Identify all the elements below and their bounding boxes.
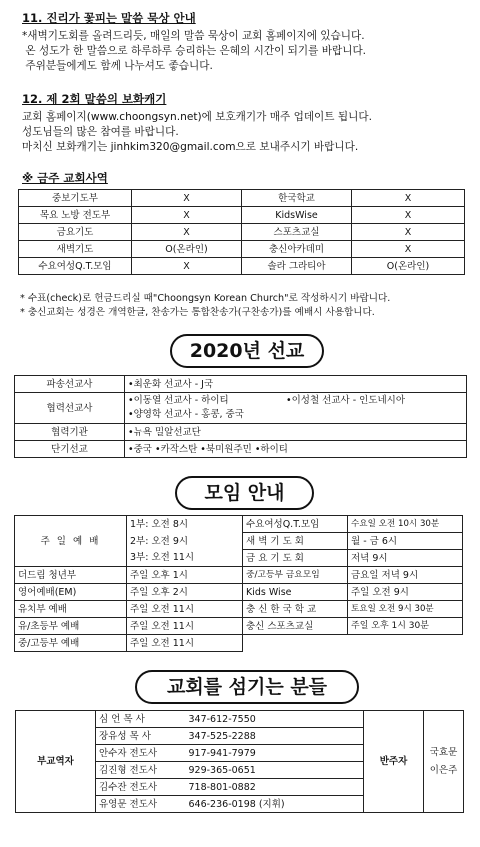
meeting-name: 충 신 한 국 학 교	[243, 601, 348, 618]
meeting-time: 월 - 금 6시	[348, 533, 463, 550]
mission-entry: •양영학 선교사 - 홍콩, 중국	[128, 409, 244, 420]
staff-phone: 929-365-0651	[186, 762, 364, 779]
meeting-name: 수요여성Q.T.모임	[243, 516, 348, 533]
ministry-status: O(온라인)	[352, 258, 465, 275]
ministry-status: O(온라인)	[132, 241, 242, 258]
meeting-name: 충신 스포츠교실	[243, 618, 348, 635]
ministry-name: 수요여성Q.T.모임	[19, 258, 132, 275]
ministry-status: X	[352, 241, 465, 258]
mission-entry: •이성철 선교사 - 인도네시아	[286, 395, 406, 406]
mission-label: 협력기관	[15, 424, 125, 441]
table-row	[15, 618, 463, 635]
ministries-table	[18, 189, 465, 275]
table-row	[15, 393, 467, 424]
accompanist-name: 이은주	[429, 764, 458, 776]
meeting-time: 저녁 9시	[348, 550, 463, 567]
staff-name: 안수자 전도사	[96, 745, 186, 762]
table-row	[16, 711, 464, 728]
sunday-service-label: 주 일 예 배	[15, 516, 127, 567]
staff-phone: 347-525-2288	[186, 728, 364, 745]
meditation-line: 주위분들에게도 함께 나누셔도 좋습니다.	[22, 60, 213, 72]
sunday-time: 1부: 오전 8시	[127, 516, 243, 533]
staff-phone: 917-941-7979	[186, 745, 364, 762]
staff-name: 심 언 목 사	[96, 711, 186, 728]
empty-cell	[243, 635, 348, 652]
mission-label: 협력선교사	[15, 393, 125, 424]
staff-group-label: 부교역자	[16, 711, 96, 813]
meeting-time: 수요일 오전 10시 30분	[348, 516, 463, 533]
meeting-time: 주일 오전 9시	[348, 584, 463, 601]
meeting-time: 금요일 저녁 9시	[348, 567, 463, 584]
table-row	[19, 224, 465, 241]
meeting-time: 주일 오후 2시	[127, 584, 243, 601]
mission-entry: •중국 •카작스탄 •북미원주민 •하이티	[125, 441, 467, 458]
mission-entry: •이동열 선교사 - 하이티	[128, 395, 229, 406]
meetings-title: 모임 안내	[175, 476, 314, 510]
mission-entry-group	[125, 393, 467, 424]
table-row	[15, 376, 467, 393]
staff-phone: 718-801-0882	[186, 779, 364, 796]
staff-name: 김진형 전도사	[96, 762, 186, 779]
ministries-notes	[20, 292, 390, 320]
ministry-name: 솔라 그라티아	[242, 258, 352, 275]
table-row	[15, 516, 463, 533]
table-row	[15, 441, 467, 458]
replay-title: 12. 제 2회 말씀의 보화캐기	[22, 92, 167, 106]
meeting-name: 유치부 예배	[15, 601, 127, 618]
replay-line: 성도님들의 많은 참여를 바랍니다.	[22, 126, 179, 138]
empty-cell	[348, 635, 463, 652]
table-row	[19, 241, 465, 258]
table-row	[15, 584, 463, 601]
staff-phone: 646-236-0198 (지휘)	[186, 796, 364, 813]
meeting-time: 주일 오후 1시	[127, 567, 243, 584]
mission-label: 파송선교사	[15, 376, 125, 393]
ministry-status: X	[132, 258, 242, 275]
meeting-time: 주일 오전 11시	[127, 635, 243, 652]
meditation-line: *새벽기도회를 올려드리듯, 매일의 말씀 묵상이 교회 홈페이지에 있습니다.	[22, 30, 365, 42]
table-row	[15, 601, 463, 618]
ministry-status: X	[352, 207, 465, 224]
meeting-name: 금 요 기 도 회	[243, 550, 348, 567]
ministry-name: KidsWise	[242, 207, 352, 224]
mission-title: 2020년 선교	[170, 334, 324, 368]
meditation-body	[22, 29, 366, 74]
ministry-name: 금요기도	[19, 224, 132, 241]
meeting-name: 더드림 청년부	[15, 567, 127, 584]
ministry-name: 한국학교	[242, 190, 352, 207]
meeting-name: 중/고등부 금요모임	[243, 567, 348, 584]
meeting-name: 영어예배(EM)	[15, 584, 127, 601]
ministry-name: 목요 노방 전도부	[19, 207, 132, 224]
accompanist-names	[424, 711, 464, 813]
meditation-line: 온 성도가 한 말씀으로 하루하루 승리하는 은혜의 시간이 되기를 바랍니다.	[22, 45, 367, 57]
ministry-name: 새벽기도	[19, 241, 132, 258]
ministry-name: 충신아카데미	[242, 241, 352, 258]
staff-name: 김수잔 전도사	[96, 779, 186, 796]
mission-label: 단기선교	[15, 441, 125, 458]
staff-title: 교회를 섬기는 분들	[135, 670, 359, 704]
accompanist-name: 국효문	[429, 746, 458, 758]
meeting-time: 주일 오전 11시	[127, 618, 243, 635]
staff-name: 장유성 목 사	[96, 728, 186, 745]
meeting-time: 주일 오후 1시 30분	[348, 618, 463, 635]
meetings-table	[14, 515, 463, 652]
ministry-status: X	[132, 224, 242, 241]
sunday-time: 3부: 오전 11시	[127, 550, 243, 567]
meeting-time: 토요일 오전 9시 30분	[348, 601, 463, 618]
ministry-name: 스포츠교실	[242, 224, 352, 241]
table-row	[15, 567, 463, 584]
table-row	[19, 190, 465, 207]
staff-table	[15, 710, 464, 813]
meeting-time: 주일 오전 11시	[127, 601, 243, 618]
mission-table	[14, 375, 467, 458]
table-row	[15, 635, 463, 652]
replay-body	[22, 110, 372, 155]
staff-phone: 347-612-7550	[186, 711, 364, 728]
accompanist-label: 반주자	[364, 711, 424, 813]
note-line: * 충신교회는 성경은 개역한글, 찬송가는 통합찬송가(구찬송가)를 예배시 사용합니다.	[20, 307, 375, 318]
table-row	[15, 424, 467, 441]
note-line: * 수표(check)로 헌금드리실 때"Choongsyn Korean Church"로 작성하시기 바랍니다.	[20, 293, 391, 304]
replay-line: 교회 홈페이지(www.choongsyn.net)에 보호캐기가 매주 업데이트 됩니다.	[22, 111, 372, 123]
ministry-status: X	[352, 224, 465, 241]
meeting-name: Kids Wise	[243, 584, 348, 601]
mission-entry: •뉴욕 밀알선교단	[125, 424, 467, 441]
replay-line: 마치신 보화캐기는 jinhkim320@gmail.com으로 보내주시기 바랍니다.	[22, 141, 359, 153]
meeting-name: 유/초등부 예배	[15, 618, 127, 635]
table-row	[19, 207, 465, 224]
ministry-name: 중보기도부	[19, 190, 132, 207]
ministry-status: X	[132, 207, 242, 224]
staff-name: 유영문 전도사	[96, 796, 186, 813]
ministry-status: X	[132, 190, 242, 207]
meeting-name: 중/고등부 예배	[15, 635, 127, 652]
ministries-title: ※ 금주 교회사역	[22, 171, 108, 185]
meditation-title: 11. 진리가 꽃피는 말씀 묵상 안내	[22, 11, 196, 25]
ministry-status: X	[352, 190, 465, 207]
table-row	[19, 258, 465, 275]
meeting-name: 새 벽 기 도 회	[243, 533, 348, 550]
mission-entry: •최운화 선교사 - J국	[125, 376, 467, 393]
sunday-time: 2부: 오전 9시	[127, 533, 243, 550]
